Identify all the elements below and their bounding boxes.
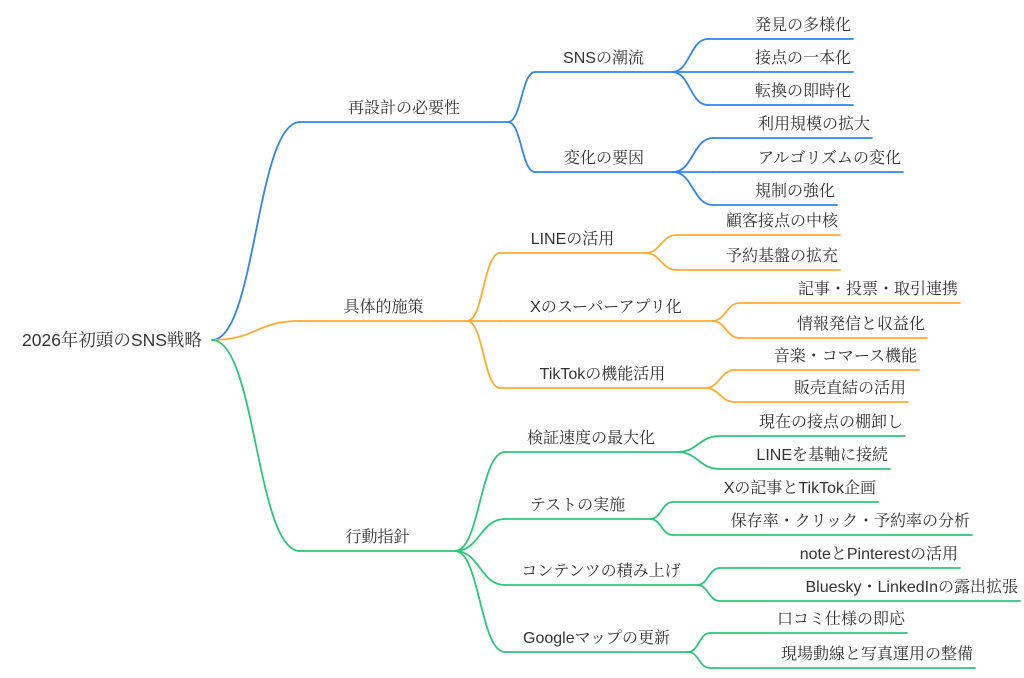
link-b3-to-b3-4	[455, 551, 505, 652]
node-label-b3-1: 検証速度の最大化	[526, 430, 655, 447]
link-b2-2-to-b2-2-2	[712, 321, 740, 338]
node-label-b1-1-1: 発見の多様化	[754, 17, 851, 34]
node-label-b1-2-2: アルゴリズムの変化	[757, 150, 901, 167]
link-b3-1-to-b3-1-2	[677, 452, 720, 469]
node-label-b1-1: SNSの潮流	[563, 50, 644, 67]
node-label-b1-1-3: 転換の即時化	[754, 83, 851, 100]
node-label-b3-3: コンテンツの積み上げ	[521, 563, 681, 580]
node-label-b3-3-2: Bluesky・LinkedInの露出拡張	[805, 579, 1018, 596]
link-b3-to-b3-3	[455, 551, 505, 585]
link-b1-1-to-b1-1-3	[672, 72, 708, 105]
node-label-b1-2: 変化の要因	[563, 150, 644, 167]
link-b3-3-to-b3-3-1	[697, 568, 720, 585]
link-b2-to-b2-3	[467, 321, 500, 388]
node-label-b2-1-1: 顧客接点の中核	[725, 213, 838, 230]
link-b2-1-to-b2-1-1	[645, 235, 677, 253]
link-root-to-b3	[212, 340, 300, 551]
link-b3-to-b3-2	[455, 519, 505, 551]
node-label-b2-1: LINEの活用	[530, 231, 615, 248]
link-b2-2-to-b2-2-1	[712, 303, 740, 321]
link-b3-4-to-b3-4-1	[688, 633, 710, 652]
link-b2-3-to-b2-3-1	[705, 370, 735, 388]
link-b2-to-b2-1	[467, 253, 500, 321]
root-node-label: 2026年初頭のSNS戦略	[22, 330, 202, 350]
node-label-b2-2-2: 情報発信と収益化	[796, 316, 925, 333]
link-b1-1-to-b1-1-1	[672, 39, 708, 72]
link-root-to-b1	[212, 122, 300, 340]
node-label-b3-4: Googleマップの更新	[523, 630, 670, 647]
node-label-b2-1-2: 予約基盤の拡充	[725, 248, 838, 265]
link-b3-1-to-b3-1-1	[677, 436, 720, 452]
link-b3-2-to-b3-2-1	[650, 502, 673, 519]
node-label-b1-1-2: 接点の一本化	[754, 50, 851, 67]
node-label-b2-2-1: 記事・投票・取引連携	[797, 281, 958, 298]
link-root-to-b2	[212, 321, 300, 340]
node-label-b3: 行動指針	[345, 529, 410, 546]
node-label-b2-3: TikTokの機能活用	[539, 366, 666, 383]
link-b2-1-to-b2-1-2	[645, 253, 677, 270]
link-b3-3-to-b3-3-2	[697, 585, 720, 601]
link-b1-to-b1-2	[508, 122, 535, 172]
link-b1-2-to-b1-2-3	[673, 172, 713, 205]
link-b3-4-to-b3-4-2	[688, 652, 710, 668]
node-label-b3-1-1: 現在の接点の棚卸し	[758, 414, 903, 431]
node-label-b3-1-2: LINEを基軸に接続	[756, 447, 888, 464]
node-label-b2-2: Xのスーパーアプリ化	[530, 299, 682, 316]
link-b1-to-b1-1	[508, 72, 535, 122]
node-label-b2: 具体的施策	[343, 299, 424, 316]
node-label-b2-3-1: 音楽・コマース機能	[773, 348, 917, 365]
link-b3-2-to-b3-2-2	[650, 519, 673, 535]
node-label-b1: 再設計の必要性	[347, 100, 460, 117]
node-label-b3-2: テストの実施	[529, 497, 626, 514]
link-b2-3-to-b2-3-2	[705, 388, 735, 402]
node-label-b3-3-1: noteとPinterestの活用	[799, 546, 958, 563]
link-b1-2-to-b1-2-1	[673, 138, 713, 172]
node-label-b1-2-1: 利用規模の拡大	[757, 116, 870, 133]
node-label-b3-4-2: 現場動線と写真運用の整備	[780, 646, 973, 663]
node-label-b3-4-1: 口コミ仕様の即応	[776, 611, 905, 628]
node-label-b3-2-2: 保存率・クリック・予約率の分析	[730, 513, 970, 530]
node-label-b3-2-1: Xの記事とTikTok企画	[723, 480, 876, 497]
node-label-b2-3-2: 販売直結の活用	[793, 380, 906, 397]
node-label-b1-2-3: 規制の強化	[754, 183, 835, 200]
